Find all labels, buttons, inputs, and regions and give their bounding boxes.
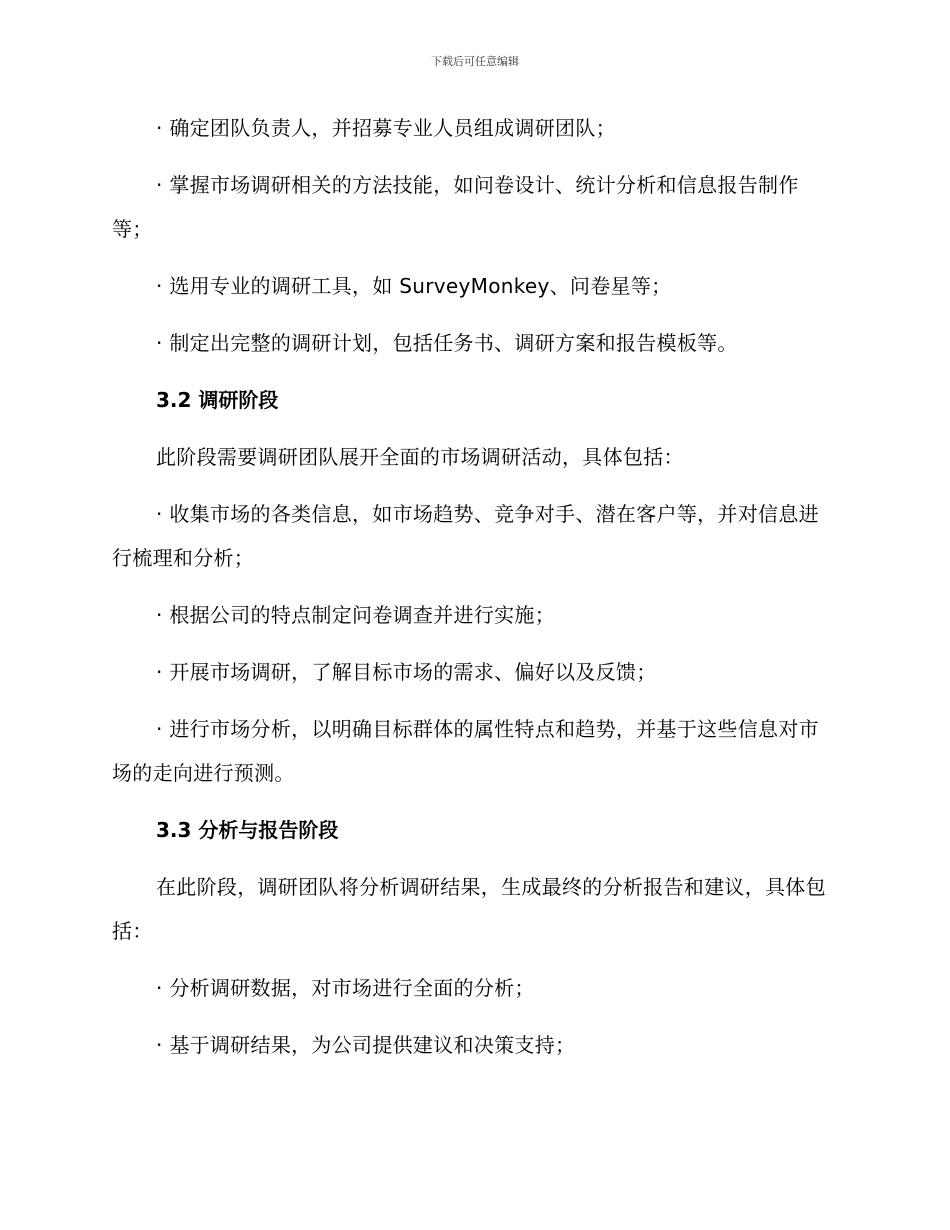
page-header-note: 下载后可任意编辑 <box>431 55 519 68</box>
body-paragraph: 在此阶段，调研团队将分析调研结果，生成最终的分析报告和建议，具体包括： <box>112 875 826 943</box>
bullet-paragraph: · 根据公司的特点制定问卷调查并进行实施； <box>156 603 556 627</box>
bullet-paragraph: · 选用专业的调研工具，如 SurveyMonkey、问卷星等； <box>156 274 672 298</box>
document-body <box>112 106 832 1067</box>
bullet-paragraph: · 制定出完整的调研计划，包括任务书、调研方案和报告模板等。 <box>156 331 738 355</box>
bullet-paragraph: · 基于调研结果，为公司提供建议和决策支持； <box>156 1033 576 1057</box>
bullet-paragraph: · 开展市场调研，了解目标市场的需求、偏好以及反馈； <box>156 660 657 684</box>
bullet-paragraph: · 分析调研数据，对市场进行全面的分析； <box>156 976 535 1000</box>
bullet-paragraph: · 进行市场分析，以明确目标群体的属性特点和趋势，并基于这些信息对市场的走向进行预测。 <box>112 717 819 785</box>
bullet-paragraph: · 掌握市场调研相关的方法技能，如问卷设计、统计分析和信息报告制作等； <box>112 173 799 241</box>
section-heading: 3.2 调研阶段 <box>156 388 279 412</box>
bullet-paragraph: · 确定团队负责人，并招募专业人员组成调研团队； <box>156 116 616 140</box>
section-heading: 3.3 分析与报告阶段 <box>156 818 339 842</box>
bullet-paragraph: · 收集市场的各类信息，如市场趋势、竞争对手、潜在客户等，并对信息进行梳理和分析； <box>112 502 819 570</box>
body-paragraph: 此阶段需要调研团队展开全面的市场调研活动，具体包括： <box>156 445 684 469</box>
